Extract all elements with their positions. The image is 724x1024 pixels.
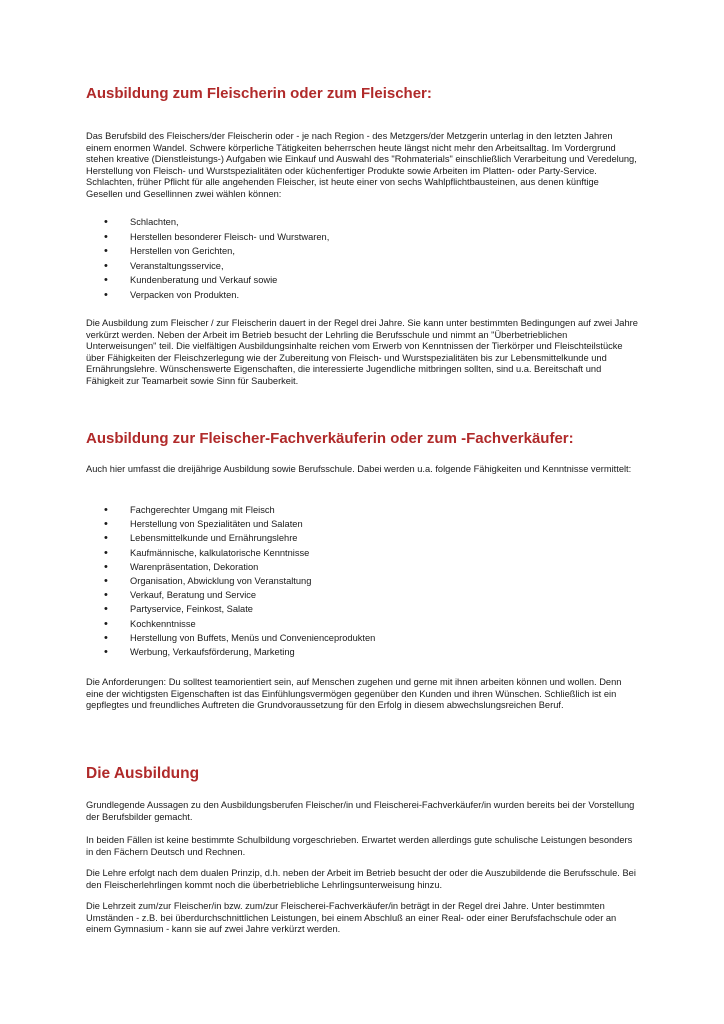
paragraph-anforderungen: Die Anforderungen: Du solltest teamorientiert sein, auf Menschen zugehen und gerne mit ihnen arbeiten können und wollen. Denn eine der wichtigsten Eigenschaften ist das Einfühlungsvermögen gegenüber den Kunden und ihren Wünschen. Schließlich ist ein gepflegtes und freundliches Auftreten die Grundvoraussetzung für den Erfolg in diesem abwechslungsreichen Beruf.: [86, 677, 622, 711]
list-item: • Werbung, Verkaufsförderung, Marketing: [104, 645, 624, 659]
paragraph-schulbildung: In beiden Fällen ist keine bestimmte Schulbildung vorgeschrieben. Erwartet werden allerdings gute schulische Leistungen besonders in den Fächern Deutsch und Rechnen.: [86, 835, 633, 857]
section-heading-fleischer: Ausbildung zum Fleischerin oder zum Fleischer:: [86, 85, 432, 102]
list-faehigkeiten: [104, 503, 624, 659]
list-item: • Fachgerechter Umgang mit Fleisch: [104, 503, 624, 517]
list-item: • Herstellung von Spezialitäten und Salaten: [104, 517, 624, 531]
list-item: • Schlachten,: [104, 215, 624, 230]
section-heading-ausbildung: Die Ausbildung: [86, 765, 200, 782]
list-item: • Verkauf, Beratung und Service: [104, 588, 624, 602]
list-item: • Kochkenntnisse: [104, 617, 624, 631]
list-item: • Verpacken von Produkten.: [104, 288, 624, 303]
list-item: • Veranstaltungsservice,: [104, 259, 624, 274]
section-heading-fachverkaeufer: Ausbildung zur Fleischer-Fachverkäuferin oder zum -Fachverkäufer:: [86, 430, 574, 447]
list-item: • Lebensmittelkunde und Ernährungslehre: [104, 531, 624, 545]
list-item: • Herstellen von Gerichten,: [104, 244, 624, 259]
list-item: • Organisation, Abwicklung von Veranstaltung: [104, 574, 624, 588]
paragraph-duales-prinzip: Die Lehre erfolgt nach dem dualen Prinzip, d.h. neben der Arbeit im Betrieb besucht der oder die Auszubildende die Berufsschule. Bei den Fleischerlehrlingen kommt noch die überbetriebliche Lehrlingsunterweisung hinzu.: [86, 868, 636, 890]
paragraph-lehrzeit: Die Lehrzeit zum/zur Fleischer/in bzw. zum/zur Fleischerei-Fachverkäufer/in beträgt in der Regel drei Jahre. Unter bestimmten Umständen - z.B. bei überdurchschnittlichen Leistungen, bei einem Abschluß an einer Real- oder einer Berufsfachschule oder an einem Gymnasium - kann sie auf zwei Jahre verkürzt werden.: [86, 901, 617, 935]
list-item: • Partyservice, Feinkost, Salate: [104, 602, 624, 616]
list-item: • Herstellen besonderer Fleisch- und Wurstwaren,: [104, 230, 624, 245]
list-item: • Herstellung von Buffets, Menüs und Convenienceprodukten: [104, 631, 624, 645]
paragraph-grundlegende-aussagen: Grundlegende Aussagen zu den Ausbildungsberufen Fleischer/in und Fleischerei-Fachverkäufer/in wurden bereits bei der Vorstellung der Berufsbilder gemacht.: [86, 800, 635, 822]
paragraph-intro-fachverkaeufer: Auch hier umfasst die dreijährige Ausbildung sowie Berufsschule. Dabei werden u.a. folgende Fähigkeiten und Kenntnisse vermittelt:: [86, 464, 632, 474]
list-item: • Kaufmännische, kalkulatorische Kenntnisse: [104, 546, 624, 560]
paragraph-berufsbild: Das Berufsbild des Fleischers/der Fleischerin oder - je nach Region - des Metzgers/der Metzgerin unterlag in den letzten Jahren einem enormen Wandel. Schwere körperliche Tätigkeiten beherrschen heute längst nicht mehr den Arbeitsalltag. Im Vordergrund stehen kreative (Dienstleistungs-) Aufgaben wie Einkauf und Auswahl des "Rohmaterials" einschließlich Verarbeitung und Veredelung, Herstellung von Fleisch- und Wurstspezialitäten oder küchenfertiger Produkte sowie Arbeiten im Platten- oder Party-Service. Schlachten, früher Pflicht für alle angehenden Fleischer, ist heute einer von sechs Wahlpflichtbausteinen, aus denen künftige Gesellen und Gesellinnen zwei wählen können:: [86, 131, 637, 199]
list-item: • Warenpräsentation, Dekoration: [104, 560, 624, 574]
list-item: • Kundenberatung und Verkauf sowie: [104, 273, 624, 288]
paragraph-ausbildungsdauer: Die Ausbildung zum Fleischer / zur Fleischerin dauert in der Regel drei Jahre. Sie kann unter bestimmten Bedingungen auf zwei Jahre verkürzt werden. Neben der Arbeit im Betrieb besucht der Lehrling die Berufsschule und nimmt an "Überbetrieblichen Unterweisungen" teil. Die vielfältigen Ausbildungsinhalte reichen vom Erwerb von Kenntnissen der Tierkörper und Fleischteilstücke über Fähigkeiten der Fleischzerlegung wie der Zubereitung von Fleisch- und Wurstspezialitäten bis zur Lebensmittelkunde und Ernährungslehre. Wünschenswerte Eigenschaften, die interessierte Jugendliche mitbringen sollten, sind u.a. Bereitschaft und Fähigkeit zur Teamarbeit sowie Sinn für Sauberkeit.: [86, 318, 638, 386]
list-wahlpflichtbausteine: [104, 215, 624, 303]
